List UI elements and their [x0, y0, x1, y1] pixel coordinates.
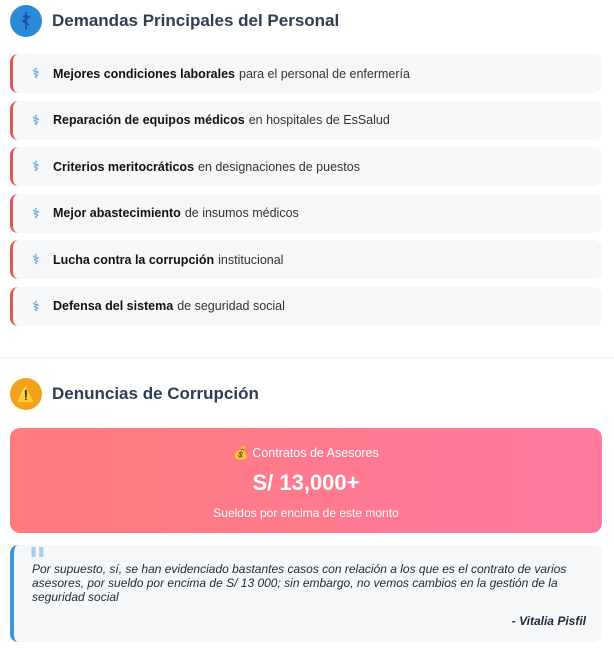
- contracts-card: [10, 428, 602, 533]
- quote-mark-icon: ": [28, 541, 47, 583]
- demand-rest: de insumos médicos: [184, 206, 299, 220]
- demand-item: [10, 101, 602, 140]
- contracts-subtitle: Sueldos por encima de este monto: [213, 506, 399, 520]
- demand-item: [10, 240, 602, 279]
- demand-item: [10, 54, 602, 93]
- demand-bold: Mejores condiciones laborales: [53, 66, 236, 81]
- staff-of-asclepius-icon: ⚕: [32, 65, 40, 81]
- demand-item: [10, 287, 602, 326]
- corruption-title: Denuncias de Corrupción: [52, 384, 259, 403]
- demand-rest: institucional: [218, 252, 284, 267]
- demands-title: Demandas Principales del Personal: [52, 11, 340, 30]
- corruption-header: [10, 378, 259, 410]
- staff-of-asclepius-icon: ⚕: [32, 297, 40, 314]
- contracts-amount: S/ 13,000+: [252, 470, 360, 495]
- demand-bold: Lucha contra la corrupción: [53, 252, 215, 267]
- quote-card: [10, 541, 602, 642]
- staff-of-asclepius-icon: ⚕: [32, 111, 40, 128]
- section-divider: [0, 357, 614, 358]
- demand-bold: Mejor abastecimiento: [53, 206, 181, 220]
- warning-icon: ⚠️: [10, 378, 42, 410]
- demands-header: [10, 5, 339, 37]
- staff-of-asclepius-icon: ⚕: [32, 251, 40, 267]
- staff-of-asclepius-icon: ⚕: [32, 204, 40, 221]
- demand-rest: en hospitales de EsSalud: [248, 113, 390, 127]
- demand-rest: para el personal de enfermería: [239, 66, 410, 81]
- contracts-label-row: [10, 446, 602, 461]
- demand-rest: de seguridad social: [177, 299, 285, 313]
- demand-bold: Criterios meritocráticos: [53, 159, 195, 174]
- demand-bold: Reparación de equipos médicos: [53, 113, 245, 127]
- demand-rest: en designaciones de puestos: [198, 159, 360, 174]
- staff-of-asclepius-icon: ⚕: [32, 158, 40, 174]
- money-bag-icon: 💰: [233, 446, 249, 460]
- medical-staff-icon: [10, 5, 42, 37]
- demand-item: [10, 147, 602, 186]
- contracts-label: Contratos de Asesores: [252, 446, 379, 460]
- demand-item: [10, 194, 602, 233]
- demands-list: [10, 54, 602, 333]
- quote-author: - Vitalia Pisfil: [511, 614, 586, 628]
- demand-bold: Defensa del sistema: [53, 299, 174, 313]
- quote-text: Por supuesto, sí, se han evidenciado bastantes casos con relación a los que es el contrato de varios asesores, por sueldo por encima de S/ 13 000; sin embargo, no vemos cambios en la gestión de la seguridad social: [32, 562, 567, 604]
